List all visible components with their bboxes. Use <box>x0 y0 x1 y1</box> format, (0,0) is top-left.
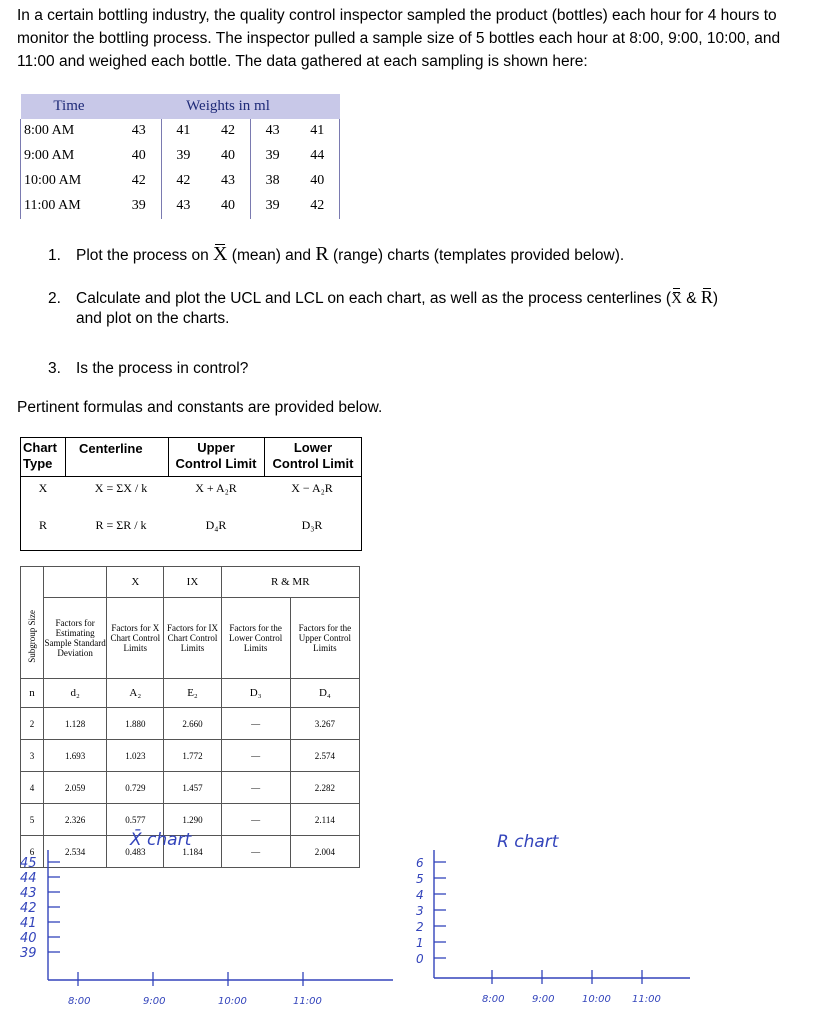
weight-cell: 44 <box>295 144 340 169</box>
question-text: Plot the process on <box>76 247 209 264</box>
top-ix: IX <box>164 567 221 598</box>
question-text: (mean) and <box>231 247 312 264</box>
table-row: 4 2.059 0.729 1.457 — 2.282 <box>21 772 360 804</box>
col-weights-header: Weights in ml <box>117 94 340 119</box>
y-tick-label: 41 <box>20 916 37 931</box>
weight-cell: 43 <box>206 169 251 194</box>
row2-upper: D₄R <box>205 518 227 532</box>
question-number: 1. <box>48 247 61 264</box>
question-text: & <box>686 290 697 307</box>
formula-header-row <box>21 438 361 477</box>
weight-cell: 40 <box>117 144 162 169</box>
x-tick-label: 8:00 <box>482 994 505 1005</box>
header-text: Control Limit <box>272 456 354 471</box>
row1-type: X <box>38 481 48 495</box>
r-chart-title: R chart <box>497 832 559 852</box>
header-a2: Factors for X Chart Control Limits <box>107 598 164 679</box>
xbar-chart-title: X̄ chart <box>130 830 192 850</box>
top-x: X <box>107 567 164 598</box>
x-tick-label: 9:00 <box>143 996 166 1007</box>
y-tick-label: 45 <box>20 856 37 871</box>
y-tick-label: 2 <box>416 920 424 934</box>
x-tick-label: 10:00 <box>218 996 247 1007</box>
constants-table <box>20 566 360 868</box>
y-tick-label: 44 <box>20 871 37 886</box>
r-symbol: R <box>315 243 329 265</box>
question-number: 3. <box>48 360 61 377</box>
header-chart-type <box>23 440 63 472</box>
table-row: 6 2.534 0.483 1.184 — 2.004 <box>21 836 360 868</box>
question-2 <box>48 287 818 328</box>
time-cell: 9:00 AM <box>21 144 117 169</box>
r-bar-symbol: R <box>700 287 713 307</box>
table-row: 5 2.326 0.577 1.290 — 2.114 <box>21 804 360 836</box>
weight-cell: 42 <box>117 169 162 194</box>
x-tick-label: 11:00 <box>293 996 322 1007</box>
table-row: 2 1.128 1.880 2.660 — 3.267 <box>21 708 360 740</box>
x-double-bar-symbol: X <box>671 291 682 307</box>
r-chart-template <box>410 850 695 1015</box>
header-text: Upper <box>197 440 235 455</box>
x-bar-symbol: X <box>213 243 228 265</box>
x-tick-label: 10:00 <box>582 994 611 1005</box>
weight-cell: 42 <box>176 173 191 188</box>
question-text: Calculate and plot the UCL and LCL on each chart, as well as the process centerlines ( <box>76 290 672 307</box>
time-cell: 8:00 AM <box>21 119 117 144</box>
table-row <box>21 119 340 144</box>
weight-cell: 42 <box>295 194 340 219</box>
formula-table <box>20 437 362 551</box>
y-tick-label: 4 <box>416 888 424 902</box>
weight-cell: 43 <box>176 198 191 213</box>
header-text: Control Limit <box>175 456 257 471</box>
header-text: Lower <box>293 440 333 455</box>
weight-cell: 43 <box>117 119 162 144</box>
weight-cell: 39 <box>265 198 280 213</box>
symbol-d2: d₂ <box>44 679 107 708</box>
weight-cell: 40 <box>295 169 340 194</box>
weight-cell: 39 <box>176 148 191 163</box>
subgroup-size-label: Subgroup Size <box>27 610 38 664</box>
weight-cell: 43 <box>250 119 295 144</box>
header-d2: Factors for Estimating Sample Standard Deviation <box>44 598 107 679</box>
time-cell: 11:00 AM <box>21 194 117 219</box>
question-text: Is the process in control? <box>76 360 249 377</box>
symbol-n: n <box>21 679 44 708</box>
row1-upper: X + A₂R <box>195 481 237 495</box>
row1-lower: X − A₂R <box>291 481 333 495</box>
x-tick-label: 9:00 <box>532 994 555 1005</box>
weight-cell: 39 <box>117 194 162 219</box>
top-rmr: R & MR <box>221 567 359 598</box>
symbol-d4: D₄ <box>290 679 359 708</box>
x-tick-label: 11:00 <box>632 994 661 1005</box>
weight-cell: 40 <box>206 194 251 219</box>
y-tick-label: 42 <box>20 901 37 916</box>
weight-cell: 41 <box>161 119 206 144</box>
weight-cell: 38 <box>265 173 280 188</box>
header-lower <box>265 440 361 472</box>
intro-paragraph: In a certain bottling industry, the quality control inspector sampled the product (bottles) each hour for 4 hours to monitor the bottling process. The inspector pulled a sample size of 5 bottles each hour at 8:00, 9:00, 10:00, and 11:00 and weighed each bottle. The data gathered at each sampling is shown here: <box>17 7 781 70</box>
y-tick-label: 43 <box>20 886 37 901</box>
row2-lower: D₃R <box>301 518 323 532</box>
x-tick-label: 8:00 <box>68 996 91 1007</box>
y-tick-label: 1 <box>416 936 424 950</box>
row2-type: R <box>38 518 47 532</box>
y-tick-label: 6 <box>416 856 424 870</box>
question-1 <box>48 243 624 266</box>
table-row <box>21 169 340 194</box>
weight-cell: 39 <box>265 148 280 163</box>
time-cell: 10:00 AM <box>21 169 117 194</box>
question-text: (range) charts (templates provided below). <box>333 247 625 264</box>
question-text: and plot on the charts. <box>76 310 230 327</box>
pertinent-text: Pertinent formulas and constants are provided below. <box>17 399 383 416</box>
header-text: Chart <box>23 440 57 455</box>
question-text: ) <box>712 290 719 307</box>
weight-cell: 42 <box>206 119 251 144</box>
header-centerline: Centerline <box>79 441 143 456</box>
weight-cell: 41 <box>295 119 340 144</box>
symbol-d3: D₃ <box>221 679 290 708</box>
y-tick-label: 39 <box>20 946 37 961</box>
header-d3: Factors for the Lower Control Limits <box>221 598 290 679</box>
weight-cell: 40 <box>206 144 251 169</box>
sample-data-table <box>20 93 340 219</box>
header-e2: Factors for IX Chart Control Limits <box>164 598 221 679</box>
symbol-e2: E₂ <box>164 679 221 708</box>
row1-centerline: X = ΣX / k <box>94 481 148 495</box>
y-tick-label: 40 <box>20 931 37 946</box>
y-tick-label: 0 <box>416 952 424 966</box>
y-tick-label: 3 <box>416 904 424 918</box>
table-row <box>21 194 340 219</box>
header-text: Type <box>23 456 53 471</box>
row2-centerline: R = ΣR / k <box>95 518 147 532</box>
table-row <box>21 144 340 169</box>
table-row: 3 1.693 1.023 1.772 — 2.574 <box>21 740 360 772</box>
symbol-a2: A₂ <box>107 679 164 708</box>
question-number: 2. <box>48 290 61 307</box>
question-3 <box>48 360 248 378</box>
xbar-chart-template <box>18 850 398 1015</box>
y-tick-label: 5 <box>416 872 424 886</box>
header-upper <box>169 440 263 472</box>
header-d4: Factors for the Upper Control Limits <box>290 598 359 679</box>
col-time-header: Time <box>21 94 117 119</box>
